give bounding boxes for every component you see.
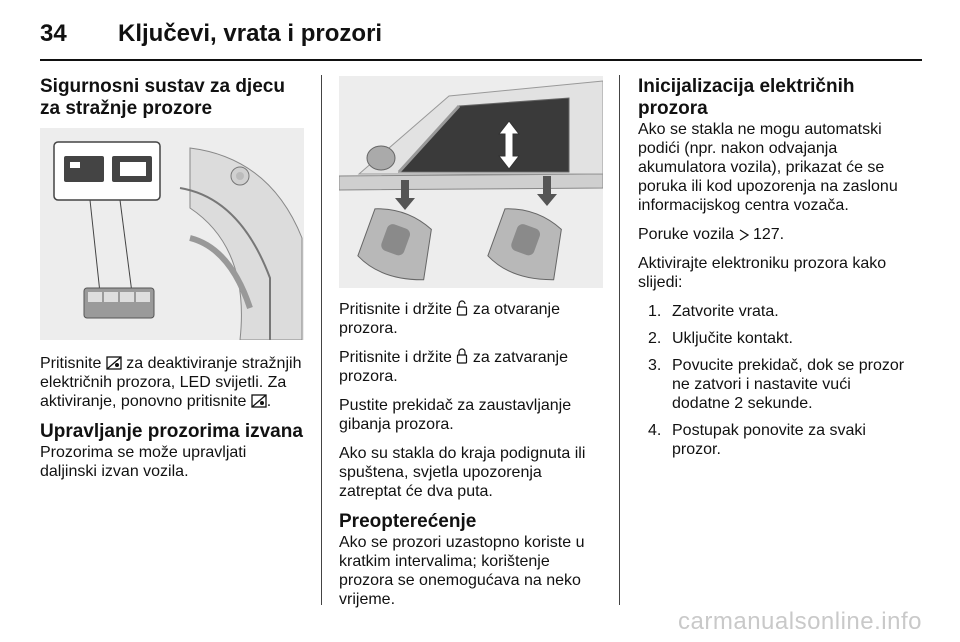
section-heading-remote-windows: Upravljanje prozorima izvana: [40, 421, 303, 442]
step-text: Postupak ponovite za svaki prozor.: [672, 422, 866, 458]
overload-paragraph: Ako se prozori uzastopno koriste u kratkim intervalima; korištenje prozora se onemogućava na neko vrijeme.: [339, 534, 585, 608]
step-text: Zatvorite vrata.: [672, 303, 779, 320]
child-lock-icon: [251, 394, 267, 408]
child-lock-icon: [106, 356, 122, 370]
step-number: 3.: [648, 357, 662, 374]
column-2: [339, 76, 603, 619]
step-number: 2.: [648, 330, 662, 347]
steps-list: [638, 302, 906, 459]
column-divider-1: [321, 75, 322, 605]
step-text: Povucite prekidač, dok se prozor ne zatvori i nastavite vući dodatne 2 sekunde.: [672, 357, 905, 412]
page-number: 34: [40, 20, 67, 47]
column-divider-2: [619, 75, 620, 605]
release-paragraph: Pustite prekidač za zaustavljanje gibanja prozora.: [339, 397, 572, 433]
list-item: [648, 329, 906, 348]
section-heading-overload: Preopterećenje: [339, 511, 477, 532]
column-3: [638, 76, 906, 467]
step-number: 4.: [648, 422, 662, 439]
step-number: 1.: [648, 303, 662, 320]
list-item: [648, 421, 906, 459]
close-paragraph: Pritisnite i držite za zatvaranje prozora.: [339, 349, 568, 385]
unlock-icon: [456, 300, 468, 316]
remote-windows-paragraph: Prozorima se može upravljati daljinski izvan vozila.: [40, 444, 247, 480]
door-switch-illustration: [40, 128, 304, 340]
child-lock-paragraph: Pritisnite za deaktiviranje stražnjih električnih prozora, LED svijetli. Za aktiviranje, ponovno pritisnite .: [40, 355, 302, 410]
lock-icon: [456, 348, 468, 364]
reference-arrow-icon: [739, 229, 749, 241]
watermark: carmanualsonline.info: [678, 608, 922, 635]
remote-key-window-illustration: [339, 76, 603, 288]
section-heading-initialization: Inicijalizacija električnih prozora: [638, 76, 855, 119]
step-text: Uključite kontakt.: [672, 330, 793, 347]
list-item: [648, 302, 906, 321]
header-rule: [40, 59, 922, 61]
warning-paragraph: Ako su stakla do kraja podignuta ili spuštena, svjetla upozorenja zatreptat će dva puta.: [339, 445, 586, 500]
page-header: [40, 18, 920, 58]
open-paragraph: Pritisnite i držite za otvaranje prozora.: [339, 301, 560, 337]
column-1: [40, 76, 306, 491]
section-heading-child-lock: Sigurnosni sustav za djecu za stražnje prozore: [40, 76, 285, 119]
activate-paragraph: Aktivirajte elektroniku prozora kako slijedi:: [638, 255, 887, 291]
initialization-paragraph: Ako se stakla ne mogu automatski podići (npr. nakon odvajanja akumulatora vozila), prikazat će se poruka ili kod upozorenja na zaslonu informacijskog centra vozača.: [638, 121, 898, 214]
list-item: [648, 356, 906, 413]
chapter-title: Ključevi, vrata i prozori: [118, 20, 383, 47]
vehicle-messages-reference: Poruke vozila 127.: [638, 226, 785, 243]
